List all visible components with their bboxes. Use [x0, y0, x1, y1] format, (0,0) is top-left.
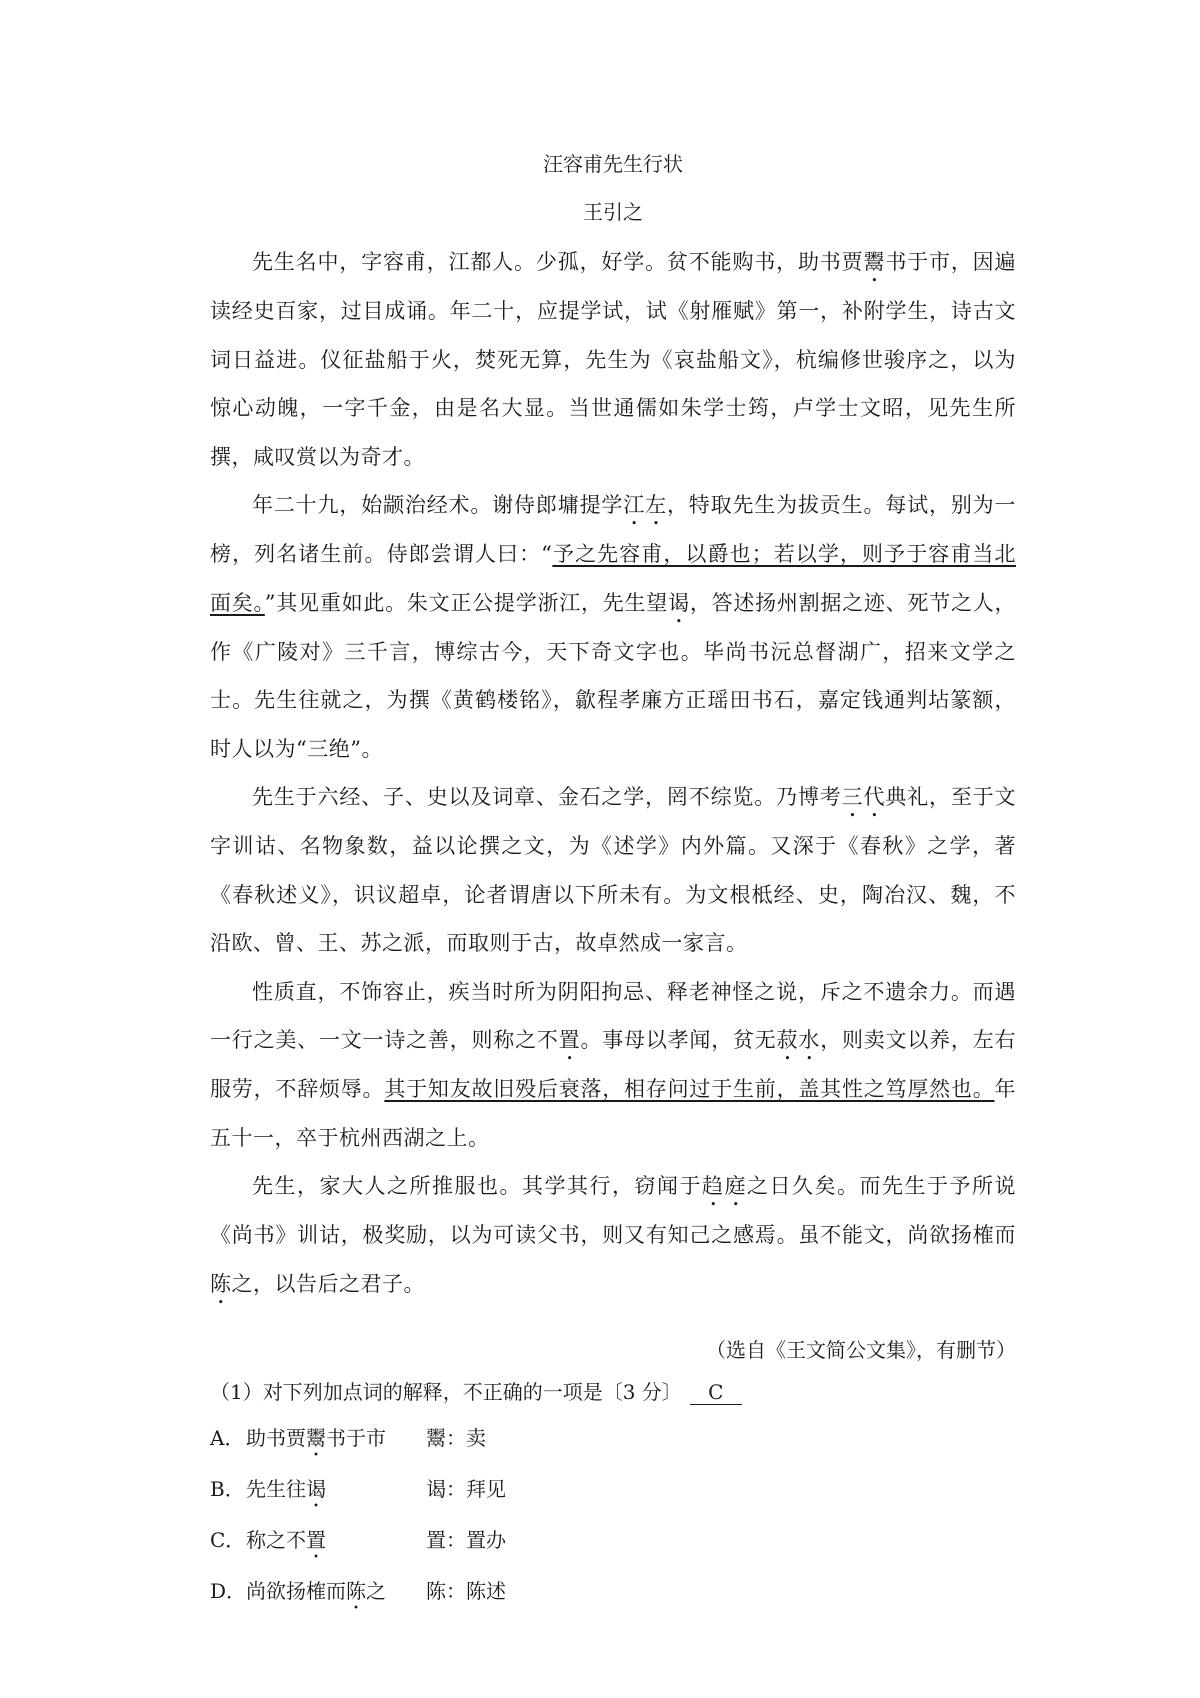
- option-gloss: 鬻：卖: [426, 1425, 486, 1450]
- text-segment: 书于市，因遍读经史百家，过目成诵。年二十，应提学试，试《射雁赋》第一，补附学生，诗古文词日益进。仪征盐船于火，焚死无算，先生为《哀盐船文》，杭编修世骏序之，以为惊心动魄，一字千金，由是名大显。当世通儒如朱学士筠，卢学士文昭，见先生所撰，咸叹赏以为奇才。: [210, 250, 1017, 469]
- option-label: B．: [210, 1476, 245, 1501]
- document-page: [210, 150, 1016, 1606]
- option-gloss: 陈：陈述: [426, 1578, 506, 1603]
- answer-blank: C: [690, 1380, 742, 1405]
- option-row: [210, 1474, 1016, 1504]
- option-phrase-before: 尚欲扬榷而: [246, 1578, 346, 1603]
- option-phrase: [246, 1474, 426, 1504]
- question-prompt: [210, 1377, 1016, 1407]
- text-segment: 典礼，至于文字训诂、名物象数，益以论撰之文，为《述学》内外篇。又深于《春秋》之学，著《春秋述义》，识议超卓，论者谓唐以下所未有。为文根柢经、史，陶冶汉、魏，不沿欧、曾、王、苏之派，而取则于古，故卓然成一家言。: [210, 785, 1017, 955]
- body-paragraph: [210, 773, 1016, 968]
- text-segment: ”其见重如此。朱文正公提学浙江，先生望: [264, 590, 669, 615]
- text-segment: 年五十一，卒于杭州西湖之上。: [210, 1077, 1017, 1150]
- option-gloss: 谒：拜见: [426, 1476, 506, 1501]
- dotted-word: 鬻: [306, 1425, 326, 1450]
- dotted-word: 趋庭: [702, 1174, 747, 1198]
- dotted-word: 菽水: [776, 1028, 821, 1052]
- article-title: 汪容甫先生行状: [543, 152, 683, 176]
- text-segment: ，答述扬州割据之迹、死节之人，作《广陵对》三千言，博综古今，天下奇文字也。毕尚书沅总督湖广，招来文学之士。先生往就之，为撰《黄鹤楼铭》，歙程孝廉方正瑶田书石，嘉定钱通判坫篆额，时人以为“三绝”。: [210, 590, 1017, 761]
- option-label: A．: [210, 1425, 245, 1450]
- option-phrase-before: 助书贾: [246, 1425, 306, 1450]
- source-note: （选自《王文简公文集》，有删节）: [706, 1337, 1016, 1362]
- option-phrase: [246, 1525, 426, 1555]
- option-label: D．: [210, 1578, 247, 1603]
- dotted-word: 三代: [841, 785, 886, 809]
- dotted-word: 谒: [306, 1476, 326, 1501]
- text-segment: 之，以告后之君子。: [231, 1271, 425, 1296]
- option-label: C．: [210, 1527, 246, 1552]
- text-segment: 年二十九，始颛治经术。谢侍郎墉提学: [252, 493, 624, 517]
- text-segment: 先生，家大人之所推服也。其学其行，窃闻于: [252, 1174, 702, 1198]
- option-phrase-after: 书于市: [326, 1425, 386, 1450]
- dotted-word: 置: [558, 1028, 581, 1052]
- option-gloss: 置：置办: [426, 1527, 506, 1552]
- dotted-word: 江左: [623, 493, 667, 517]
- dotted-word: 陈: [346, 1578, 366, 1603]
- article-body: [210, 238, 1016, 1309]
- body-paragraph: [210, 481, 1016, 773]
- question-text: （1）对下列加点词的解释，不正确的一项是〔3 分〕: [210, 1379, 682, 1404]
- body-paragraph: [210, 238, 1016, 481]
- text-segment: 之日久矣。而先生于予所说《尚书》训诂，极奖励，以为可读父书，则又有知己之感焉。虽不能文，尚欲扬榷而: [210, 1174, 1016, 1247]
- dotted-word: 鬻: [863, 250, 886, 274]
- body-paragraph: [210, 1162, 1016, 1309]
- text-segment: ，特取先生为拔贡生。每试，别为一榜，列名诸生前。侍郎尝谓人曰：“: [210, 493, 1017, 566]
- text-segment: 先生名中，字容甫，江都人。少孤，好学。贫不能购书，助书贾: [252, 250, 864, 274]
- option-row: [210, 1423, 1016, 1453]
- option-row: [210, 1525, 1016, 1555]
- text-segment: ，则卖文以养，左右服劳，不辞烦辱。: [210, 1028, 1017, 1101]
- option-row: [210, 1576, 1016, 1606]
- dotted-word: 置: [306, 1527, 326, 1552]
- body-paragraph: [210, 968, 1016, 1163]
- option-phrase: [246, 1576, 426, 1606]
- text-segment: 。事母以孝闻，贫无: [580, 1028, 777, 1052]
- option-phrase-after: 之: [366, 1578, 386, 1603]
- text-segment: 先生于六经、子、史以及词章、金石之学，罔不综览。乃博考: [252, 785, 842, 809]
- option-phrase-before: 先生往: [246, 1476, 306, 1501]
- option-phrase-before: 称之不: [246, 1527, 306, 1552]
- underlined-sentence: 其于知友故旧殁后衰落，相存问过于生前，盖其性之笃厚然也。: [384, 1077, 995, 1101]
- option-list: [210, 1423, 1016, 1606]
- text-segment: 性质直，不饰容止，疾当时所为阴阳拘忌、释老神怪之说，斥之不遗余力。而遇一行之美、一文一诗之善，则称之不: [210, 979, 1016, 1052]
- article-author: 王引之: [583, 200, 643, 224]
- underlined-sentence: 予之先容甫，以爵也；若以学，则予于容甫当北面矣。: [210, 542, 1016, 615]
- dotted-word: 谒: [668, 590, 690, 615]
- dotted-word: 陈: [210, 1271, 232, 1296]
- option-phrase: [246, 1423, 426, 1453]
